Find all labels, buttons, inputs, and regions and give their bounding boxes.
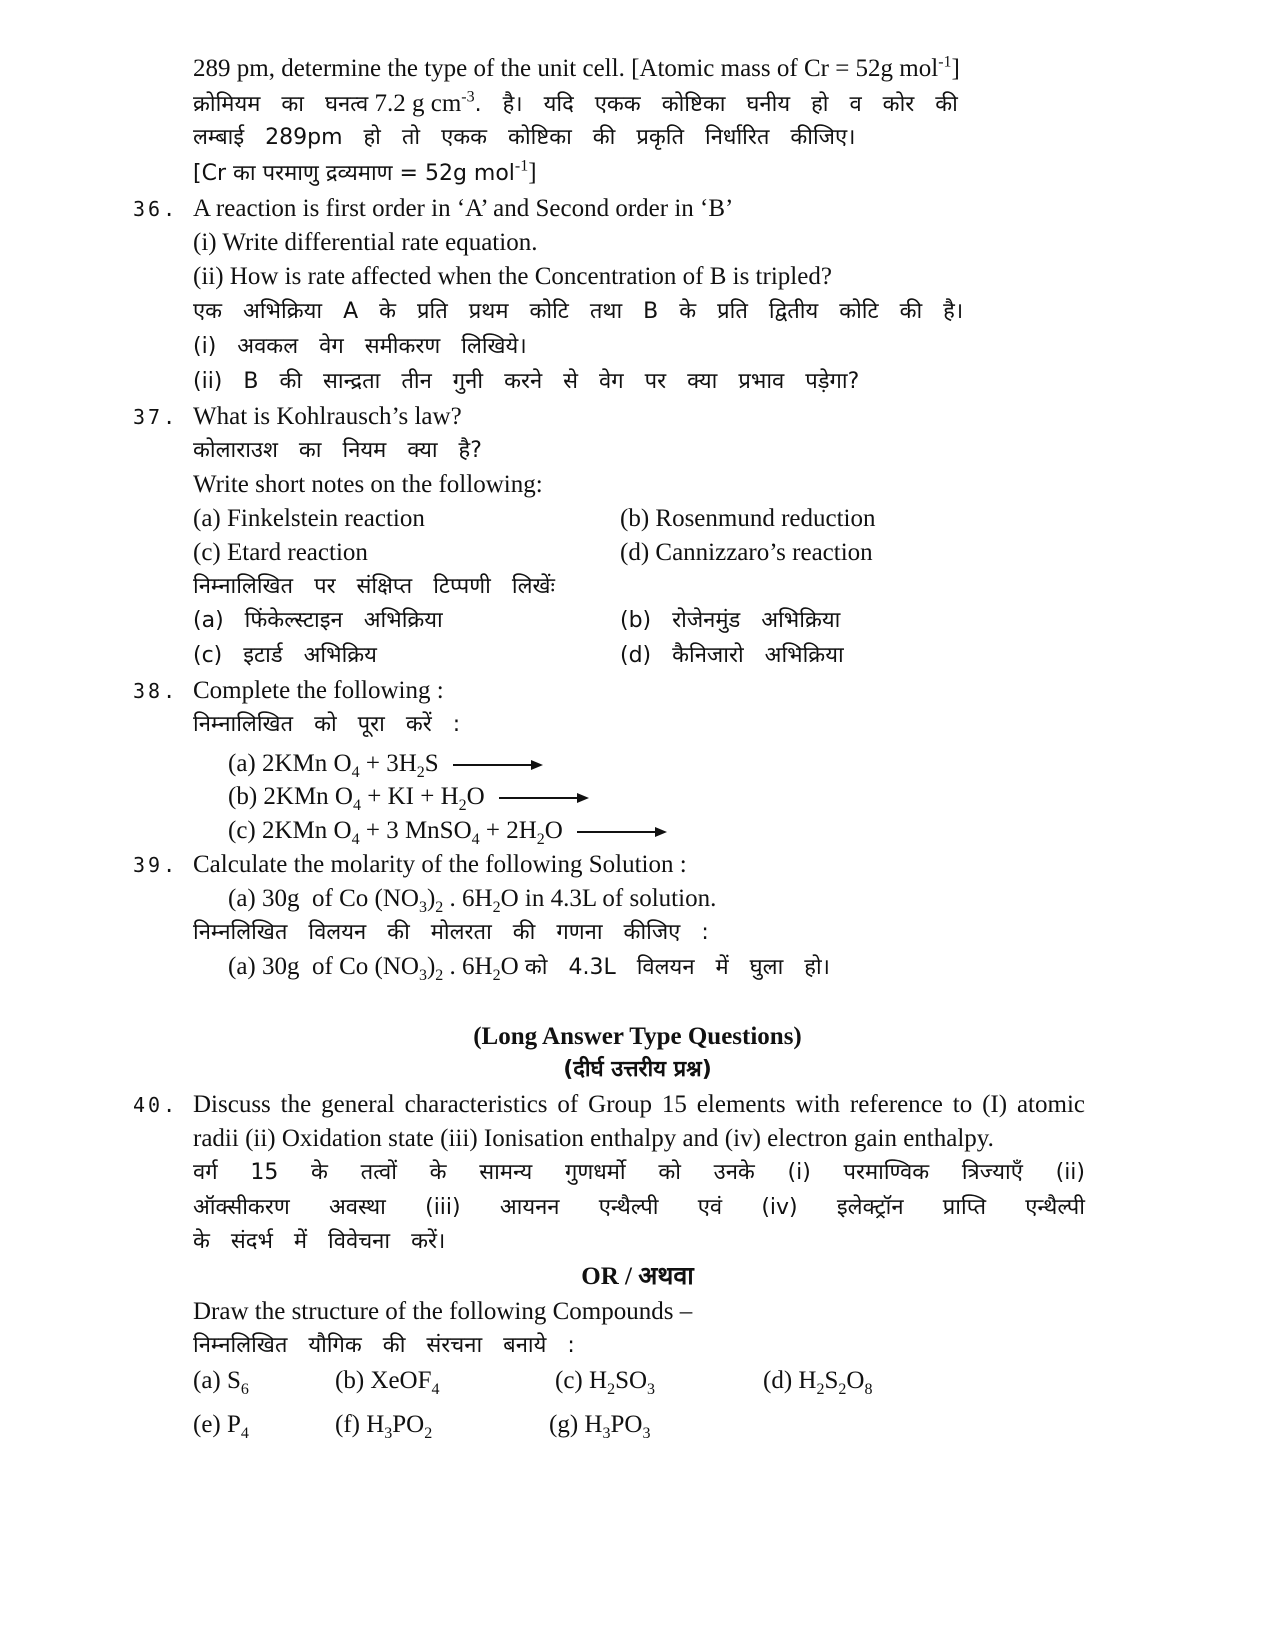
q37-option-c-en: (c) Etard reaction <box>193 539 368 566</box>
q35-hindi-line-1: क्रोमियम का घनत्व 7.2 g $cm^{-3}$. है। यदि एकक कोष्टिका घनीय हो व कोर की <box>193 88 958 117</box>
q38-equation-a: (a) 2KMn $O_4 + 3H_2S$ <box>228 749 543 779</box>
q36-stem-hi: एक अभिक्रिया A के प्रति प्रथम कोटि तथा B के प्रति द्वितीय कोटि की है। <box>193 299 964 324</box>
question-number-38: 38. <box>133 679 179 703</box>
q39-stem-hi: निम्नलिखित विलयन की मोलरता की गणना कीजिए : <box>193 920 709 945</box>
q37-stem-hi: कोलाराउश का नियम क्या है? <box>193 438 482 463</box>
compound-b: (b) XeOF$_4$ <box>335 1367 440 1398</box>
q37-option-d-en: (d) Cannizzaro’s reaction <box>620 539 873 566</box>
q36-part-i-en: (i) Write differential rate equation. <box>193 229 538 256</box>
reaction-arrow-icon <box>499 792 589 804</box>
compound-c: (c) $H_2SO_3$ <box>555 1367 656 1398</box>
q40-stem-hi-line-2: ऑक्सीकरण अवस्था (iii) आयनन एन्थैल्पी एवं (iv) इलेक्ट्रॉन प्राप्ति एन्थैल्पी <box>193 1195 1085 1220</box>
compound-g: (g) $H_3PO_3$ <box>549 1411 651 1442</box>
compound-e: (e) $P_4$ <box>193 1411 249 1442</box>
q35-hindi-line-3: [Cr का परमाणु द्रव्यमाण = 52g mol$^{-1}$] <box>193 157 537 186</box>
question-number-39: 39. <box>133 853 179 877</box>
q37-option-c-hi: (c) इटार्ड अभिक्रिय <box>193 643 377 668</box>
q37-option-b-en: (b) Rosenmund reduction <box>620 505 876 532</box>
q39-part-a-en: (a) 30g of Co $(NO_3)_2$ . $6H_2O$ in 4.3L of solution. <box>228 885 717 916</box>
q40-stem-en-line-2: radii (ii) Oxidation state (iii) Ionisation enthalpy and (iv) electron gain enthalpy. <box>193 1125 994 1152</box>
reaction-arrow-icon <box>577 826 667 838</box>
q40-stem-hi-line-3: के संदर्भ में विवेचना करें। <box>193 1229 446 1254</box>
section-title-en: (Long Answer Type Questions) <box>473 1023 802 1050</box>
q38-equation-c: (c) 2KMn $O_4 + 3$ MnSO$_4$ + $2H_2O$ <box>228 816 667 846</box>
q38-stem-en: Complete the following : <box>193 677 444 704</box>
q36-part-ii-hi: (ii) B की सान्द्रता तीन गुनी करने से वेग पर क्या प्रभाव पड़ेगा? <box>193 369 860 394</box>
q37-option-b-hi: (b) रोजेनमुंड अभिक्रिया <box>620 608 841 633</box>
section-title-hi: (दीर्घ उत्तरीय प्रश्न) <box>563 1057 712 1082</box>
question-number-40: 40. <box>133 1093 179 1117</box>
q40-stem-en-line-1: Discuss the general characteristics of Group 15 elements with reference to (I) atomic <box>193 1091 1085 1118</box>
q37-or-stem-hi: निम्नालिखित पर संक्षिप्त टिप्पणी लिखेंः <box>193 574 555 599</box>
q36-part-ii-en: (ii) How is rate affected when the Concentration of B is tripled? <box>193 263 832 290</box>
q38-stem-hi: निम्नालिखित को पूरा करें : <box>193 712 461 737</box>
q37-option-d-hi: (d) कैनिजारो अभिक्रिया <box>620 643 844 668</box>
reaction-arrow-icon <box>453 759 543 771</box>
or-label: OR / अथवा <box>581 1263 694 1290</box>
q36-part-i-hi: (i) अवकल वेग समीकरण लिखिये। <box>193 334 527 359</box>
q37-option-a-hi: (a) फिंकेल्स्टाइन अभिक्रिया <box>193 608 443 633</box>
q40-or-stem-hi: निम्नलिखित यौगिक की संरचना बनाये : <box>193 1333 575 1358</box>
q37-or-stem-en: Write short notes on the following: <box>193 471 543 498</box>
q39-part-a-hi: (a) 30g of Co $(NO_3)_2$ . $6H_2O$ को 4.3L विलयन में घुला हो। <box>228 953 831 984</box>
question-number-37: 37. <box>133 405 179 429</box>
q36-stem-en: A reaction is first order in ‘A’ and Second order in ‘B’ <box>193 195 734 222</box>
q35-english-line: 289 pm, determine the type of the unit cell. [Atomic mass of Cr = 52g mol$^{-1}$] <box>193 53 960 82</box>
q40-or-stem-en: Draw the structure of the following Compounds – <box>193 1298 693 1325</box>
compound-d: (d) $H_2S_2O_8$ <box>763 1367 873 1398</box>
q35-hindi-line-2: लम्बाई 289pm हो तो एकक कोष्टिका की प्रकृति निर्धारित कीजिए। <box>193 125 856 150</box>
q38-equation-b: (b) 2KMn $O_4$ + KI + $H_2O$ <box>228 782 589 812</box>
question-number-36: 36. <box>133 197 179 221</box>
compound-f: (f) $H_3PO_2$ <box>335 1411 433 1442</box>
compound-a: (a) $S_6$ <box>193 1367 249 1398</box>
q39-stem-en: Calculate the molarity of the following Solution : <box>193 851 687 878</box>
q37-option-a-en: (a) Finkelstein reaction <box>193 505 425 532</box>
q40-stem-hi-line-1: वर्ग 15 के तत्वों के सामन्य गुणधर्मो को उनके (i) परमाण्विक त्रिज्याएँ (ii) <box>193 1160 1085 1185</box>
q37-stem-en: What is Kohlrausch’s law? <box>193 403 462 430</box>
